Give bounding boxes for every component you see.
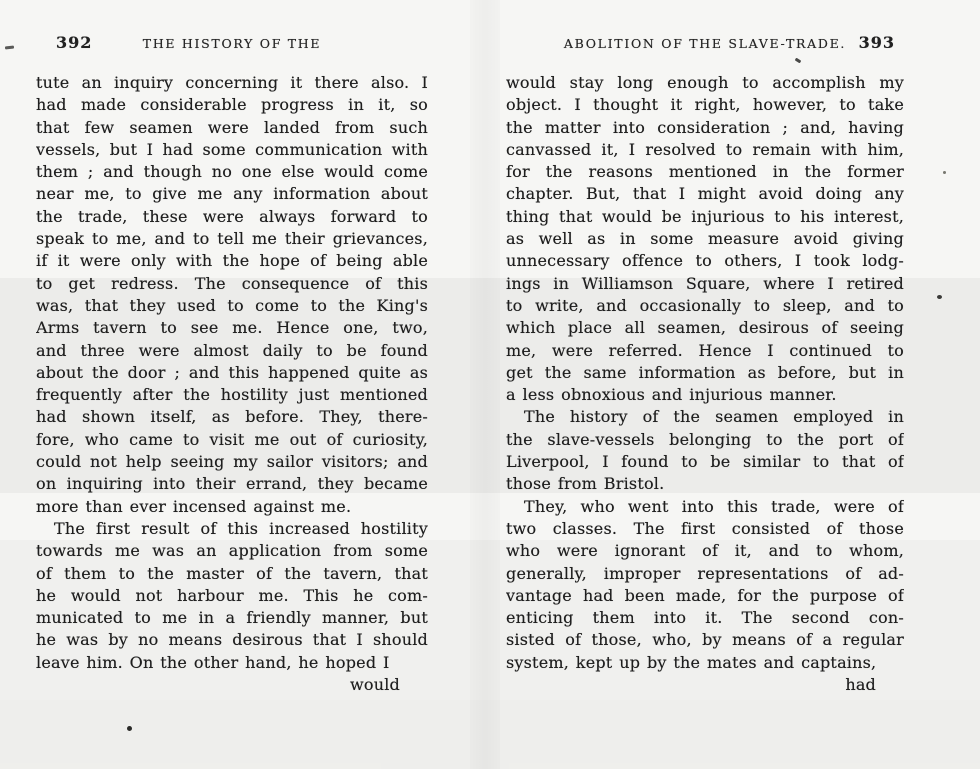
text-line: to get redress. The consequence of this — [36, 273, 428, 293]
text-line: thing that would be injurious to his interest, — [506, 206, 904, 226]
text-line: speak to me, and to tell me their grievances, — [36, 229, 428, 249]
text-line: Liverpool, I found to be similar to that of — [506, 452, 904, 472]
text-line: me, were referred. Hence I continued to — [506, 340, 904, 360]
text-line: vessels, but I had some communication with — [36, 139, 428, 159]
text-line: tute an inquiry concerning it there also. I — [36, 73, 428, 92]
text-line: and three were almost daily to be found — [36, 340, 428, 360]
text-line: frequently after the hostility just mentioned — [36, 385, 428, 405]
text-line: Arms tavern to see me. Hence one, two, — [36, 318, 428, 338]
text-line: more than ever incensed against me. — [36, 496, 352, 516]
text-line: fore, who came to visit me out of curiosity, — [36, 429, 428, 449]
text-line: which place all seamen, desirous of seeing — [506, 318, 904, 338]
running-title: THE HISTORY OF THE — [142, 36, 322, 51]
text-line: near me, to give me any information about — [36, 184, 428, 204]
text-line: The first result of this increased hostility — [54, 518, 428, 538]
text-line: chapter. But, that I might avoid doing any — [506, 184, 904, 204]
text-line: object. I thought it right, however, to take — [506, 95, 904, 115]
text-line: would stay long enough to accomplish my — [506, 73, 904, 92]
text-line: municated to me in a friendly manner, but — [36, 608, 428, 628]
page-number: 393 — [858, 33, 895, 52]
text-line: system, kept up by the mates and captains, — [506, 652, 877, 672]
text-line: that few seamen were landed from such — [36, 117, 428, 137]
text-line: canvassed it, I resolved to remain with him, — [506, 139, 904, 159]
text-line: them ; and though no one else would come — [36, 162, 428, 182]
ink-speck — [937, 295, 942, 299]
text-line: the slave-vessels belonging to the port of — [506, 429, 904, 449]
text-line: generally, improper representations of ad- — [506, 563, 904, 583]
text-line: who were ignorant of it, and to whom, — [506, 541, 904, 561]
text-line: for the reasons mentioned in the former — [506, 162, 904, 182]
right-page-header — [490, 33, 980, 56]
text-line: could not help seeing my sailor visitors; and — [36, 452, 428, 472]
right-page-text — [506, 72, 904, 696]
text-line: had made considerable progress in it, so — [36, 95, 428, 115]
text-line: to write, and occasionally to sleep, and to — [506, 295, 904, 315]
text-line: if it were only with the hope of being able — [36, 251, 428, 271]
text-line: the matter into consideration ; and, having — [506, 117, 904, 137]
left-page-header — [0, 33, 490, 56]
catchword: had — [845, 675, 876, 695]
text-line: of them to the master of the tavern, that — [36, 563, 428, 583]
text-line: about the door ; and this happened quite as — [36, 362, 428, 382]
catchword: would — [350, 675, 400, 695]
running-title: ABOLITION OF THE SLAVE-TRADE. — [563, 36, 847, 51]
text-line: as well as in some measure avoid giving — [506, 229, 904, 249]
text-line: was, that they used to come to the King's — [36, 295, 428, 315]
text-line: They, who went into this trade, were of — [524, 496, 904, 516]
text-line: the trade, these were always forward to — [36, 206, 428, 226]
text-line: vantage had been made, for the purpose of — [506, 585, 904, 605]
text-line: ings in Williamson Square, where I retired — [506, 273, 904, 293]
text-line: had shown itself, as before. They, there- — [36, 407, 428, 427]
text-line: The history of the seamen employed in — [524, 407, 904, 427]
text-line: those from Bristol. — [506, 474, 665, 494]
text-line: get the same information as before, but in — [506, 362, 904, 382]
text-line: enticing them into it. The second con- — [506, 608, 904, 628]
text-line: leave him. On the other hand, he hoped I — [36, 652, 390, 672]
text-line: two classes. The first consisted of those — [506, 518, 904, 538]
page-number: 392 — [56, 33, 93, 52]
text-line: he was by no means desirous that I should — [36, 630, 428, 650]
right-page — [490, 0, 980, 769]
text-line: on inquiring into their errand, they became — [36, 474, 428, 494]
text-line: sisted of those, who, by means of a regular — [506, 630, 904, 650]
ink-speck — [127, 726, 132, 731]
text-line: unnecessary offence to others, I took lodg- — [506, 251, 904, 271]
text-line: he would not harbour me. This he com- — [36, 585, 428, 605]
text-line: towards me was an application from some — [36, 541, 428, 561]
left-page-text — [36, 72, 428, 696]
text-line: a less obnoxious and injurious manner. — [506, 385, 837, 405]
ink-speck — [943, 171, 946, 174]
